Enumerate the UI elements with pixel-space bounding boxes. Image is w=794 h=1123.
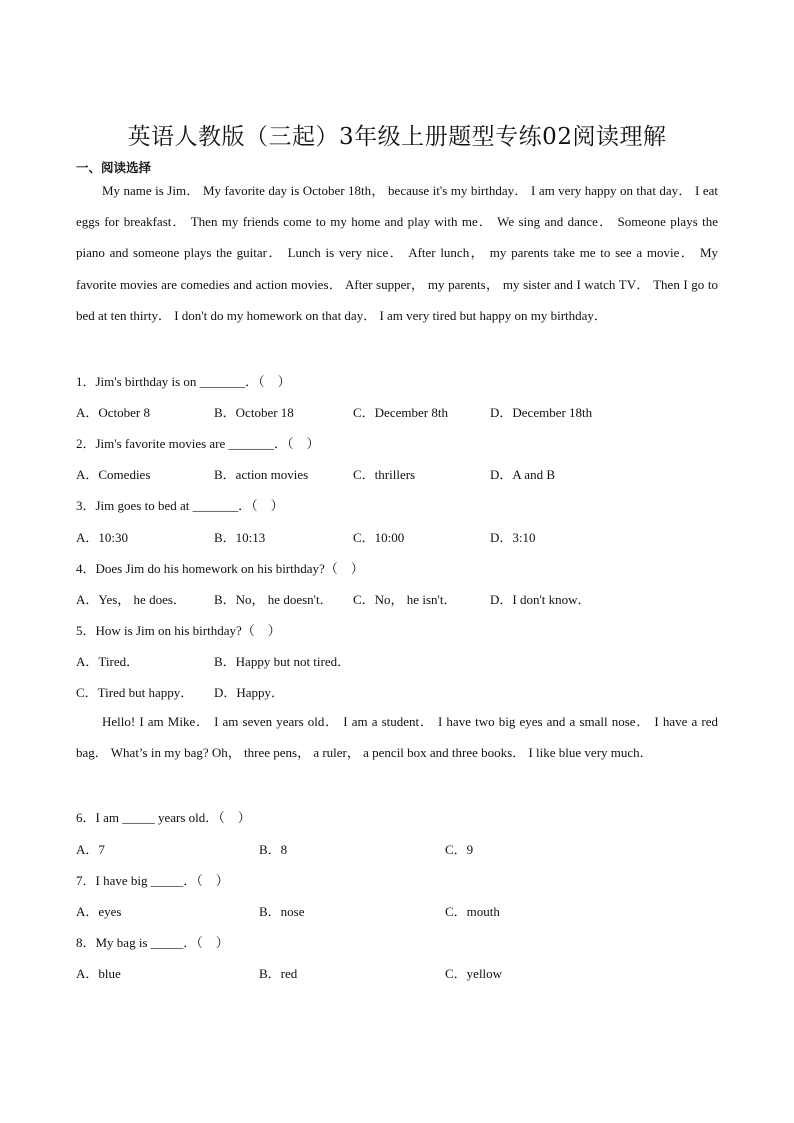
option-4c[interactable]: C．No， he isn't． [353,592,457,607]
option-7c[interactable]: C．mouth [445,904,500,919]
question-6: 6．I am _____ years old．（ ） [76,810,251,825]
option-3a[interactable]: A．10:30 [76,530,129,545]
option-2c[interactable]: C．thrillers [353,467,416,482]
option-4a[interactable]: A．Yes， he does． [76,592,186,607]
option-2d[interactable]: D．A and B [490,467,556,482]
section-heading: 一、阅读选择 [76,160,152,175]
passage-2-text: Hello! I am Mike． I am seven years old． I am a student． I have two big eyes and a small nose． I have a red bag． What’s in my bag? Oh， three pens， a ruler， a pencil box and three books． I like blue very much． [76,714,718,761]
question-8: 8．My bag is _____．（ ） [76,935,229,950]
question-5: 5．How is Jim on his birthday?（ ） [76,623,281,638]
option-1c[interactable]: C．December 8th [353,405,448,420]
option-5b[interactable]: B．Happy but not tired． [214,654,351,669]
option-7b[interactable]: B．nose [259,904,305,919]
page-title: 英语人教版（三起）3年级上册题型专练02阅读理解 [127,124,667,150]
option-5d[interactable]: D．Happy． [214,685,285,700]
option-4b[interactable]: B．No， he doesn't． [214,592,333,607]
option-7a[interactable]: A．eyes [76,904,122,919]
option-5c[interactable]: C．Tired but happy． [76,685,194,700]
option-6b[interactable]: B．8 [259,842,288,857]
reading-passage-2 [76,706,718,768]
option-3c[interactable]: C．10:00 [353,530,405,545]
option-1b[interactable]: B．October 18 [214,405,294,420]
reading-passage-1 [76,175,718,331]
option-2a[interactable]: A．Comedies [76,467,151,482]
option-1d[interactable]: D．December 18th [490,405,593,420]
option-2b[interactable]: B．action movies [214,467,309,482]
option-4d[interactable]: D．I don't know． [490,592,591,607]
option-5a[interactable]: A．Tired． [76,654,140,669]
question-3: 3．Jim goes to bed at _______．（ ） [76,498,284,513]
question-1: 1．Jim's birthday is on _______．（ ） [76,374,291,389]
option-8c[interactable]: C．yellow [445,966,503,981]
option-8a[interactable]: A．blue [76,966,121,981]
option-6a[interactable]: A．7 [76,842,105,857]
question-7: 7．I have big _____．（ ） [76,873,229,888]
question-4: 4．Does Jim do his homework on his birthday?（ ） [76,561,364,576]
option-8b[interactable]: B．red [259,966,298,981]
option-1a[interactable]: A．October 8 [76,405,151,420]
passage-1-text: My name is Jim． My favorite day is October 18th， because it's my birthday． I am very happy on that day． I eat eggs for breakfast． Then my friends come to my home and play with me． We sing and dance． Someone plays the piano and someone plays the guitar． Lunch is very nice． After lunch， my parents take me to see a movie． My favorite movies are comedies and action movies． After supper， my parents， my sister and I watch TV． Then I go to bed at ten thirty． I don't do my homework on that day． I am very tired but happy on my birthday． [76,183,718,323]
option-3d[interactable]: D．3:10 [490,530,536,545]
option-3b[interactable]: B．10:13 [214,530,266,545]
option-6c[interactable]: C．9 [445,842,474,857]
question-2: 2．Jim's favorite movies are _______．（ ） [76,436,320,451]
